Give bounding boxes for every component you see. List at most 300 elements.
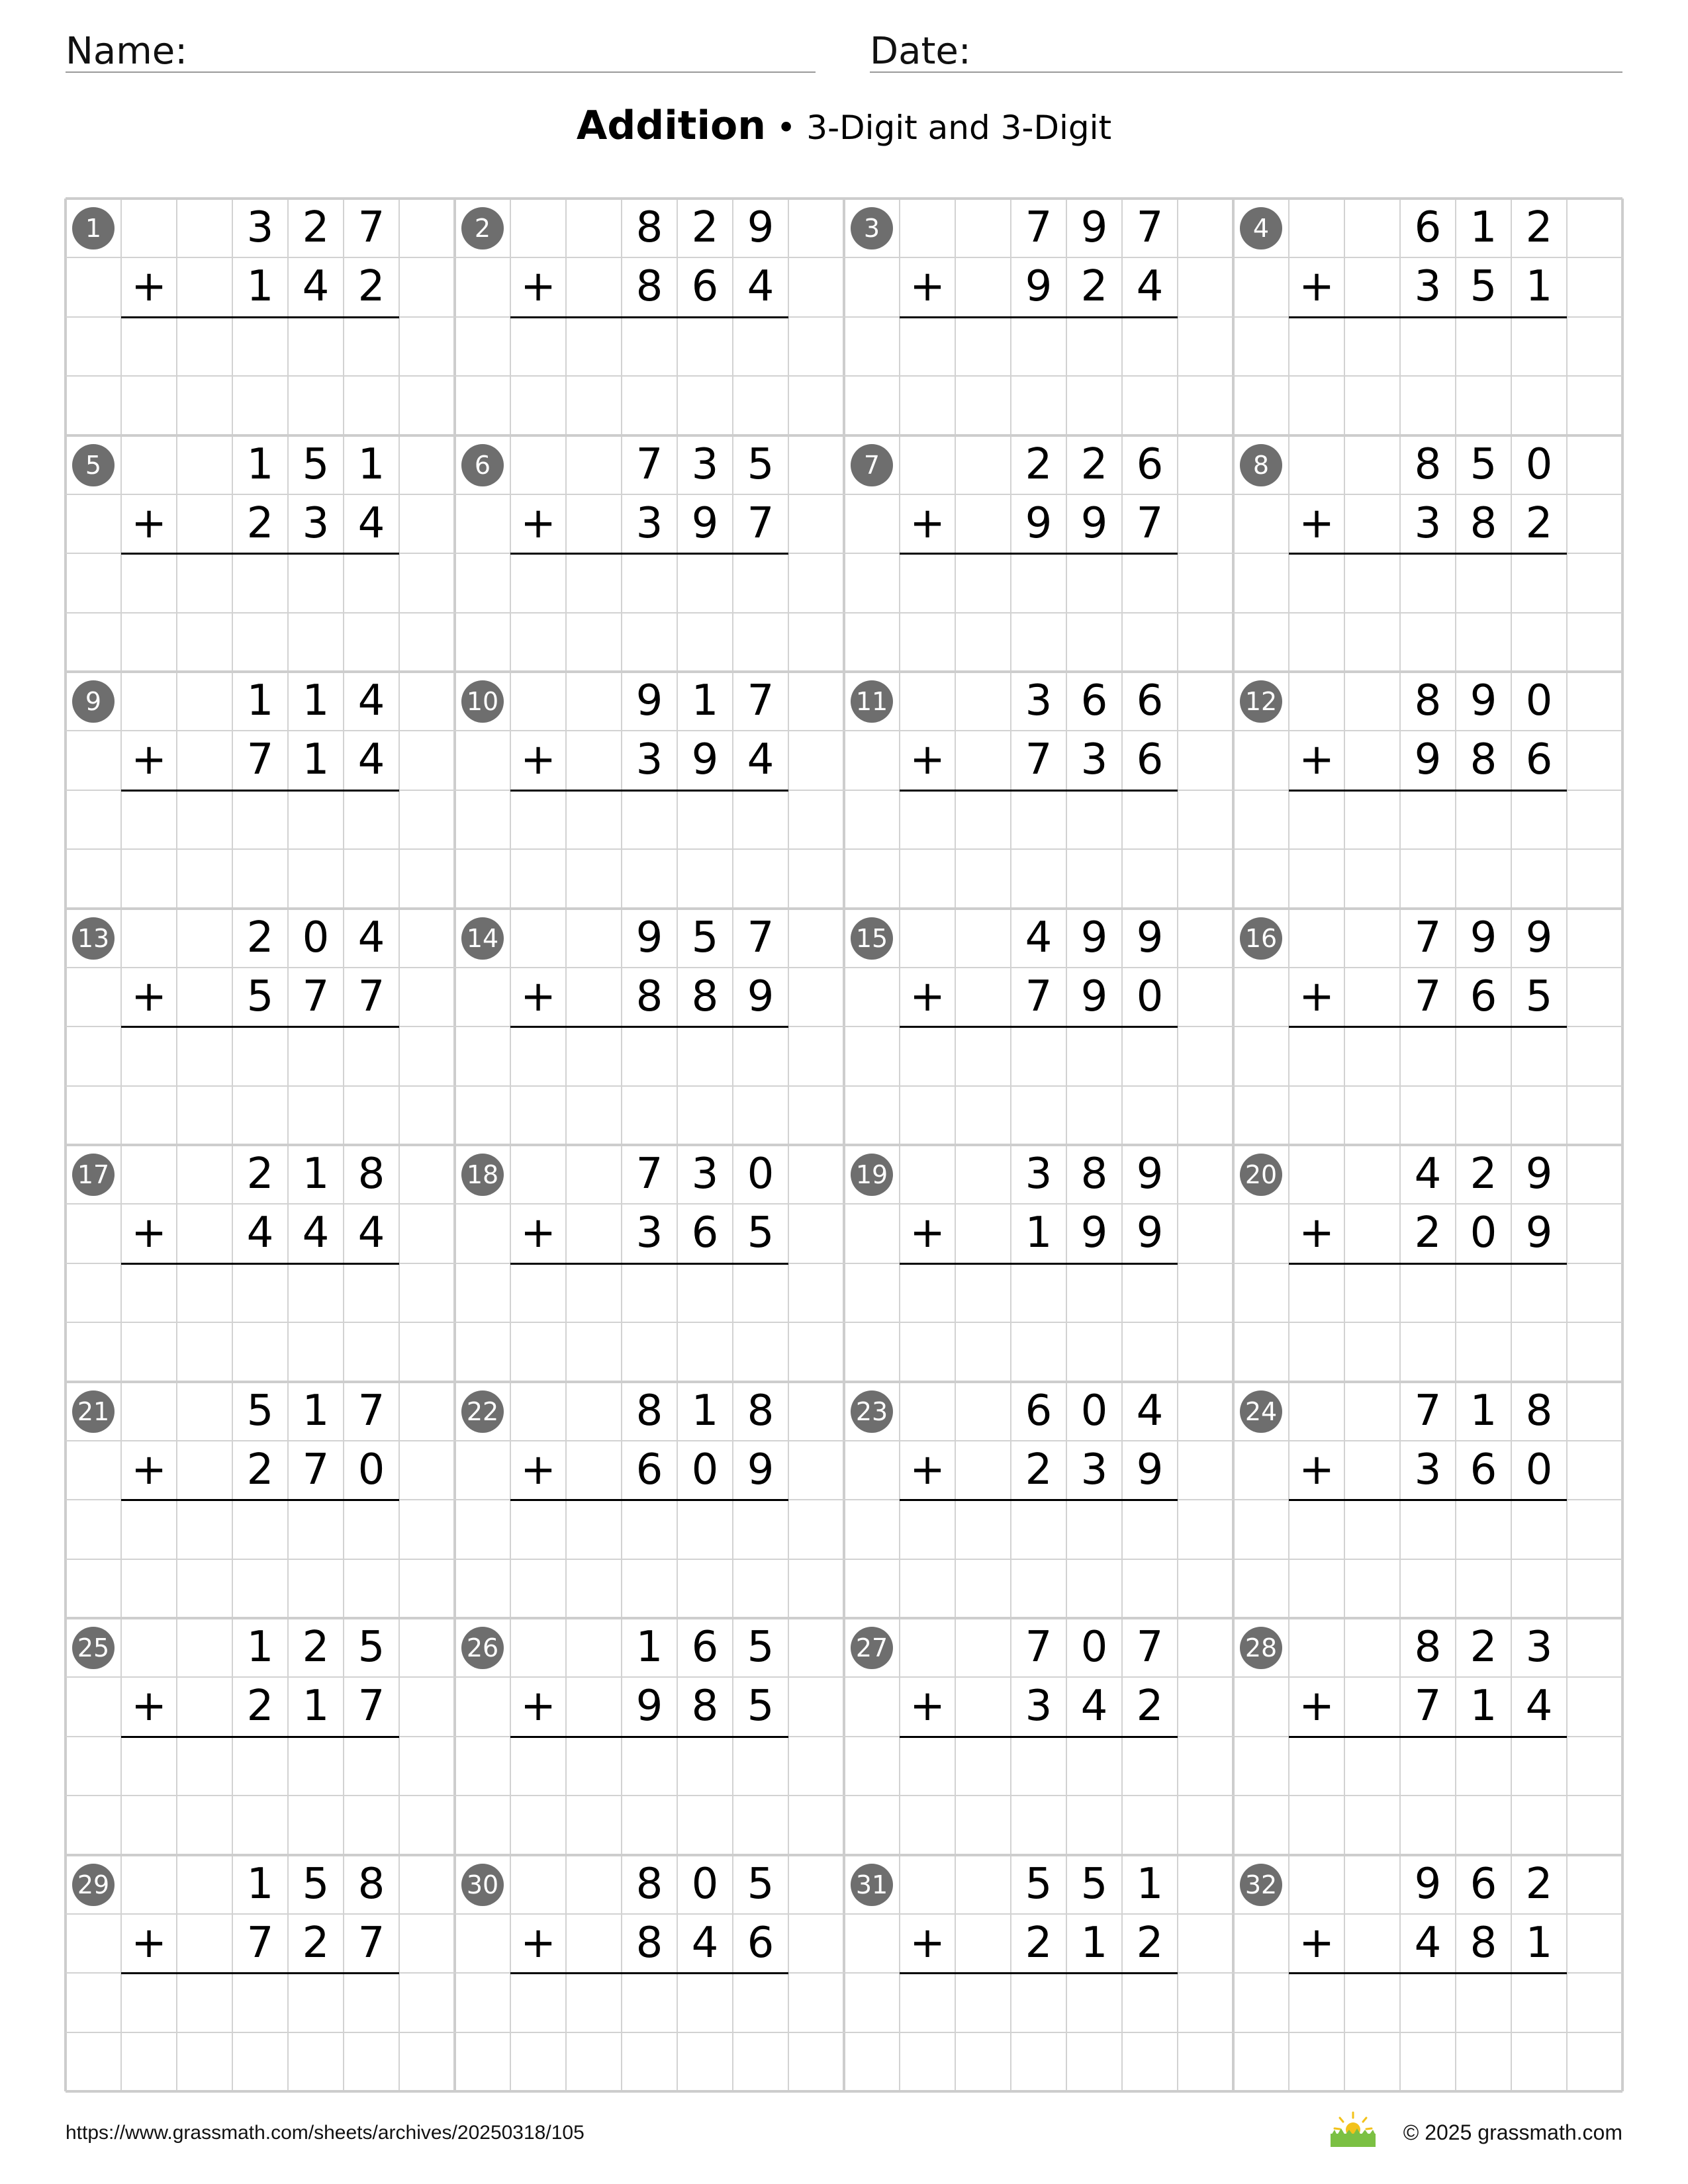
addend-top-digit: 1 [1136,1859,1164,1909]
addend-bottom-digit: 9 [1136,1208,1164,1258]
addend-top-digit: 8 [635,1386,663,1435]
plus-sign: + [910,498,945,548]
addend-top-digit: 8 [1414,1623,1442,1672]
plus-sign: + [520,972,556,1021]
problem-number-badge: 27 [851,1627,893,1669]
addend-top-digit: 2 [246,1150,274,1199]
plus-sign: + [1299,1445,1335,1494]
addend-bottom-digit: 8 [1470,735,1497,785]
addend-top-digit: 4 [1136,1386,1164,1435]
addend-top-digit: 0 [1080,1386,1108,1435]
problem-number-badge: 1 [72,207,115,250]
plus-sign: + [520,262,556,312]
addend-top-digit: 5 [747,1623,774,1672]
answer-line [121,1026,399,1028]
problem-12 [1233,672,1622,909]
addend-bottom-digit: 7 [357,972,385,1021]
problem-number-badge: 13 [72,917,115,960]
addend-top-digit: 9 [747,203,774,252]
addend-bottom-digit: 9 [691,735,719,785]
addend-bottom-digit: 1 [1525,262,1553,312]
addend-bottom-digit: 1 [1525,1918,1553,1968]
addend-top-digit: 5 [302,1859,330,1909]
problem-number-badge: 16 [1240,917,1282,960]
addend-bottom-digit: 2 [1525,498,1553,548]
addend-top-digit: 1 [691,1386,719,1435]
problem-23 [844,1382,1233,1619]
problem-number-badge: 17 [72,1154,115,1196]
addend-bottom-digit: 8 [1470,498,1497,548]
addend-bottom-digit: 7 [1414,972,1442,1021]
addend-top-digit: 2 [246,913,274,962]
addend-bottom-digit: 6 [1525,735,1553,785]
addend-top-digit: 7 [1136,1623,1164,1672]
addend-top-digit: 2 [1470,1623,1497,1672]
answer-line [1289,553,1567,555]
problem-number-badge: 12 [1240,680,1282,723]
answer-line [121,1499,399,1501]
addend-top-digit: 6 [1136,676,1164,725]
problem-number-badge: 30 [461,1864,504,1906]
addend-top-digit: 1 [357,439,385,489]
problem-number-badge: 10 [461,680,504,723]
addend-top-digit: 6 [1470,1859,1497,1909]
addend-bottom-digit: 4 [747,735,774,785]
answer-line [900,1263,1178,1265]
addend-top-digit: 7 [1025,1623,1053,1672]
date-field[interactable] [870,25,1622,73]
problem-number-badge: 15 [851,917,893,960]
answer-line [900,316,1178,318]
addend-bottom-digit: 3 [302,498,330,548]
addend-top-digit: 8 [357,1859,385,1909]
addend-bottom-digit: 5 [747,1208,774,1258]
answer-line [900,553,1178,555]
addend-bottom-digit: 6 [1136,735,1164,785]
addend-bottom-digit: 0 [1136,972,1164,1021]
addend-bottom-digit: 9 [1080,972,1108,1021]
addend-top-digit: 9 [1136,913,1164,962]
answer-line [121,316,399,318]
addend-bottom-digit: 9 [1025,262,1053,312]
addend-bottom-digit: 9 [635,1682,663,1731]
addend-bottom-digit: 3 [1414,498,1442,548]
addend-top-digit: 7 [1414,913,1442,962]
addend-top-digit: 7 [635,1150,663,1199]
problem-32 [1233,1855,1622,2092]
problem-number-badge: 25 [72,1627,115,1669]
plus-sign: + [131,1918,167,1968]
addend-top-digit: 8 [635,1859,663,1909]
answer-line [510,1972,788,1974]
addend-bottom-digit: 3 [635,498,663,548]
problem-number-badge: 26 [461,1627,504,1669]
problem-21 [66,1382,455,1619]
answer-line [510,1263,788,1265]
addend-bottom-digit: 7 [1025,972,1053,1021]
plus-sign: + [1299,498,1335,548]
addend-top-digit: 2 [1080,439,1108,489]
addend-top-digit: 5 [747,439,774,489]
problem-number-badge: 24 [1240,1390,1282,1433]
plus-sign: + [910,1918,945,1968]
addend-top-digit: 7 [357,203,385,252]
problem-22 [455,1382,844,1619]
plus-sign: + [1299,972,1335,1021]
addend-bottom-digit: 3 [1025,1682,1053,1731]
addend-bottom-digit: 2 [1414,1208,1442,1258]
problem-number-badge: 20 [1240,1154,1282,1196]
problem-number-badge: 6 [461,444,504,486]
plus-sign: + [910,1445,945,1494]
addend-bottom-digit: 4 [1136,262,1164,312]
plus-sign: + [910,1208,945,1258]
plus-sign: + [1299,1682,1335,1731]
answer-line [510,553,788,555]
addend-bottom-digit: 4 [1080,1682,1108,1731]
addend-bottom-digit: 2 [357,262,385,312]
problem-13 [66,909,455,1146]
addend-bottom-digit: 8 [635,262,663,312]
answer-line [121,790,399,792]
problem-31 [844,1855,1233,2092]
problem-9 [66,672,455,909]
addend-bottom-digit: 6 [747,1918,774,1968]
addend-top-digit: 1 [302,676,330,725]
addend-bottom-digit: 8 [691,972,719,1021]
problem-29 [66,1855,455,2092]
problem-number-badge: 28 [1240,1627,1282,1669]
addend-top-digit: 7 [635,439,663,489]
plus-sign: + [520,498,556,548]
addend-bottom-digit: 8 [635,1918,663,1968]
title-subtitle: • 3-Digit and 3-Digit [765,109,1112,147]
problem-grid [66,199,1622,2091]
addend-top-digit: 0 [1080,1623,1108,1672]
addend-bottom-digit: 7 [246,735,274,785]
plus-sign: + [131,1208,167,1258]
addend-top-digit: 3 [691,439,719,489]
addend-top-digit: 7 [1025,203,1053,252]
answer-line [1289,790,1567,792]
addend-bottom-digit: 7 [747,498,774,548]
addend-top-digit: 2 [1525,203,1553,252]
addend-top-digit: 1 [1470,203,1497,252]
addend-bottom-digit: 4 [691,1918,719,1968]
problem-5 [66,435,455,672]
problem-17 [66,1145,455,1382]
answer-line [900,1972,1178,1974]
plus-sign: + [1299,262,1335,312]
problem-18 [455,1145,844,1382]
addend-top-digit: 3 [691,1150,719,1199]
addend-bottom-digit: 4 [1525,1682,1553,1731]
plus-sign: + [1299,1208,1335,1258]
addend-top-digit: 4 [1414,1150,1442,1199]
problem-6 [455,435,844,672]
addend-bottom-digit: 3 [635,1208,663,1258]
problem-27 [844,1618,1233,1855]
plus-sign: + [520,1208,556,1258]
problem-2 [455,199,844,435]
addend-bottom-digit: 7 [357,1682,385,1731]
addend-top-digit: 9 [1470,676,1497,725]
addend-top-digit: 7 [1136,203,1164,252]
plus-sign: + [131,1445,167,1494]
addend-bottom-digit: 9 [1414,735,1442,785]
addend-bottom-digit: 6 [691,262,719,312]
addend-top-digit: 4 [357,676,385,725]
addend-bottom-digit: 5 [1525,972,1553,1021]
addend-top-digit: 3 [1525,1623,1553,1672]
addend-bottom-digit: 0 [357,1445,385,1494]
plus-sign: + [520,735,556,785]
addend-top-digit: 5 [246,1386,274,1435]
addend-top-digit: 2 [1525,1859,1553,1909]
addend-top-digit: 2 [302,203,330,252]
problem-26 [455,1618,844,1855]
addend-bottom-digit: 0 [1525,1445,1553,1494]
problem-11 [844,672,1233,909]
addend-top-digit: 9 [635,676,663,725]
addend-bottom-digit: 7 [302,972,330,1021]
plus-sign: + [131,498,167,548]
addend-bottom-digit: 9 [747,1445,774,1494]
plus-sign: + [1299,1918,1335,1968]
addend-bottom-digit: 6 [1470,1445,1497,1494]
addend-bottom-digit: 7 [1025,735,1053,785]
plus-sign: + [910,262,945,312]
addend-bottom-digit: 7 [1136,498,1164,548]
addend-bottom-digit: 3 [1414,262,1442,312]
addend-bottom-digit: 9 [1525,1208,1553,1258]
addend-bottom-digit: 4 [747,262,774,312]
plus-sign: + [1299,735,1335,785]
date-label: Date: [870,30,971,73]
addend-top-digit: 9 [1470,913,1497,962]
addend-top-digit: 0 [302,913,330,962]
answer-line [510,1026,788,1028]
addend-top-digit: 9 [1080,203,1108,252]
addend-bottom-digit: 9 [1136,1445,1164,1494]
addend-bottom-digit: 7 [302,1445,330,1494]
problem-number-badge: 11 [851,680,893,723]
addend-top-digit: 1 [302,1386,330,1435]
addend-top-digit: 2 [691,203,719,252]
addend-top-digit: 7 [357,1386,385,1435]
answer-line [510,790,788,792]
addend-top-digit: 8 [1080,1150,1108,1199]
footer-url: https://www.grassmath.com/sheets/archives/20250318/105 [66,2122,585,2144]
answer-line [1289,1972,1567,1974]
addend-top-digit: 6 [691,1623,719,1672]
answer-line [510,1499,788,1501]
problem-25 [66,1618,455,1855]
addend-bottom-digit: 2 [246,498,274,548]
addend-bottom-digit: 7 [1414,1682,1442,1731]
addend-bottom-digit: 8 [635,972,663,1021]
addend-top-digit: 2 [1025,439,1053,489]
answer-line [121,1736,399,1738]
addend-bottom-digit: 8 [1470,1918,1497,1968]
name-label: Name: [66,30,188,73]
plus-sign: + [520,1682,556,1731]
addend-top-digit: 7 [747,676,774,725]
addend-top-digit: 0 [691,1859,719,1909]
addend-bottom-digit: 3 [1414,1445,1442,1494]
addend-top-digit: 6 [1025,1386,1053,1435]
answer-line [900,1026,1178,1028]
problem-number-badge: 7 [851,444,893,486]
answer-line [510,316,788,318]
addend-top-digit: 5 [1025,1859,1053,1909]
addend-bottom-digit: 9 [1080,1208,1108,1258]
addend-top-digit: 3 [246,203,274,252]
addend-top-digit: 5 [1470,439,1497,489]
problem-14 [455,909,844,1146]
addend-bottom-digit: 8 [691,1682,719,1731]
problem-number-badge: 23 [851,1390,893,1433]
addend-bottom-digit: 2 [1025,1918,1053,1968]
problem-number-badge: 4 [1240,207,1282,250]
addend-bottom-digit: 7 [246,1918,274,1968]
addend-top-digit: 5 [747,1859,774,1909]
problem-number-badge: 31 [851,1864,893,1906]
problem-number-badge: 3 [851,207,893,250]
title-main: Addition [576,103,766,149]
plus-sign: + [131,972,167,1021]
addend-top-digit: 3 [1025,1150,1053,1199]
addend-top-digit: 8 [1414,676,1442,725]
addend-bottom-digit: 5 [1470,262,1497,312]
addend-top-digit: 6 [1414,203,1442,252]
addend-bottom-digit: 4 [302,262,330,312]
addend-bottom-digit: 9 [691,498,719,548]
problem-10 [455,672,844,909]
addend-top-digit: 2 [302,1623,330,1672]
addend-top-digit: 3 [1025,676,1053,725]
addend-bottom-digit: 2 [246,1445,274,1494]
addend-top-digit: 1 [246,676,274,725]
addend-top-digit: 1 [1470,1386,1497,1435]
answer-line [510,1736,788,1738]
addend-bottom-digit: 1 [1470,1682,1497,1731]
problem-15 [844,909,1233,1146]
plus-sign: + [131,1682,167,1731]
answer-line [900,790,1178,792]
addend-top-digit: 9 [1414,1859,1442,1909]
addend-top-digit: 9 [635,913,663,962]
problem-30 [455,1855,844,2092]
addend-bottom-digit: 9 [1025,498,1053,548]
addend-top-digit: 8 [1414,439,1442,489]
addend-top-digit: 7 [747,913,774,962]
plus-sign: + [131,735,167,785]
grass-sun-logo-icon [1328,2110,1378,2148]
plus-sign: + [131,262,167,312]
addend-bottom-digit: 2 [1136,1682,1164,1731]
addend-top-digit: 0 [1525,676,1553,725]
answer-line [1289,1263,1567,1265]
addend-bottom-digit: 3 [1080,735,1108,785]
name-field[interactable] [66,25,816,73]
addend-bottom-digit: 4 [357,1208,385,1258]
addend-top-digit: 6 [1136,439,1164,489]
addend-bottom-digit: 9 [747,972,774,1021]
addend-top-digit: 8 [747,1386,774,1435]
addend-bottom-digit: 0 [1470,1208,1497,1258]
plus-sign: + [910,972,945,1021]
addend-bottom-digit: 1 [1080,1918,1108,1968]
addend-bottom-digit: 5 [246,972,274,1021]
problem-28 [1233,1618,1622,1855]
problem-number-badge: 18 [461,1154,504,1196]
addend-bottom-digit: 2 [1136,1918,1164,1968]
answer-line [1289,1736,1567,1738]
addend-bottom-digit: 0 [691,1445,719,1494]
problem-20 [1233,1145,1622,1382]
addend-top-digit: 1 [246,1859,274,1909]
addend-bottom-digit: 3 [635,735,663,785]
addend-top-digit: 4 [1025,913,1053,962]
addend-top-digit: 8 [635,203,663,252]
addend-bottom-digit: 2 [1080,262,1108,312]
addend-top-digit: 5 [1080,1859,1108,1909]
addend-bottom-digit: 6 [635,1445,663,1494]
addend-top-digit: 9 [1525,913,1553,962]
problem-number-badge: 2 [461,207,504,250]
answer-line [121,553,399,555]
plus-sign: + [520,1445,556,1494]
addend-bottom-digit: 4 [357,735,385,785]
addend-bottom-digit: 4 [1414,1918,1442,1968]
addend-top-digit: 8 [357,1150,385,1199]
addend-bottom-digit: 1 [1025,1208,1053,1258]
problem-3 [844,199,1233,435]
addend-top-digit: 1 [246,1623,274,1672]
problem-16 [1233,909,1622,1146]
addend-bottom-digit: 4 [357,498,385,548]
problem-number-badge: 21 [72,1390,115,1433]
answer-line [121,1263,399,1265]
addend-bottom-digit: 4 [302,1208,330,1258]
answer-line [121,1972,399,1974]
addend-top-digit: 4 [357,913,385,962]
answer-line [1289,1026,1567,1028]
addend-top-digit: 9 [1136,1150,1164,1199]
addend-top-digit: 8 [1525,1386,1553,1435]
problem-number-badge: 14 [461,917,504,960]
addend-bottom-digit: 2 [246,1682,274,1731]
answer-line [900,1499,1178,1501]
problem-number-badge: 9 [72,680,115,723]
addend-top-digit: 5 [691,913,719,962]
addend-top-digit: 2 [1470,1150,1497,1199]
addend-bottom-digit: 2 [1025,1445,1053,1494]
addend-top-digit: 6 [1080,676,1108,725]
addend-bottom-digit: 6 [691,1208,719,1258]
addend-bottom-digit: 5 [747,1682,774,1731]
addend-bottom-digit: 6 [1470,972,1497,1021]
problem-24 [1233,1382,1622,1619]
addend-top-digit: 1 [691,676,719,725]
addend-bottom-digit: 1 [246,262,274,312]
addend-bottom-digit: 1 [302,1682,330,1731]
addend-top-digit: 0 [747,1150,774,1199]
problem-number-badge: 5 [72,444,115,486]
addend-top-digit: 9 [1080,913,1108,962]
addend-top-digit: 1 [246,439,274,489]
